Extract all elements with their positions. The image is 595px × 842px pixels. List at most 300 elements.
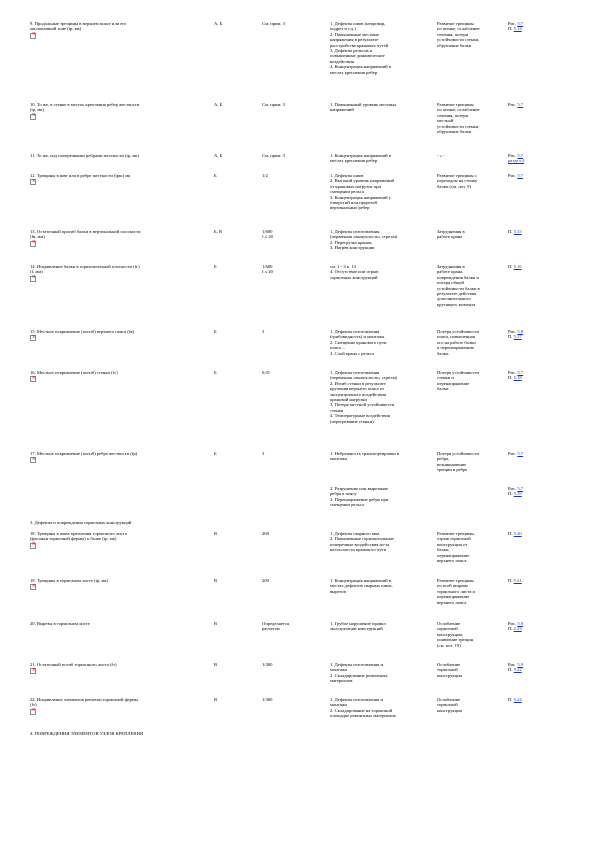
consequence-line: по всей ширине — [437, 583, 469, 589]
defect-name-cell — [30, 451, 208, 465]
reference-cell — [508, 531, 572, 536]
cause-cell — [330, 697, 430, 719]
limit-value-cell — [262, 697, 326, 702]
defect-name-cell — [30, 173, 208, 187]
limit-value-line: 3 — [262, 451, 265, 456]
defect-name-line: 22. Искривление элементов решетки тормозной фермы — [30, 697, 138, 702]
limit-value-line: 1/300 — [262, 662, 273, 667]
consequence-line: верхнего пояса — [437, 558, 467, 564]
reference-link[interactable]: 5.14 — [513, 26, 522, 32]
reference-prefix: П. — [508, 334, 514, 340]
consequence-cell — [437, 531, 505, 563]
consequence-cell — [437, 329, 505, 356]
reference-prefix: П. — [508, 667, 514, 673]
reference-prefix: Рис. — [508, 621, 518, 626]
consequence-line: балки — [437, 386, 449, 392]
broken-image-icon[interactable] — [30, 335, 36, 341]
defect-name-cell — [30, 531, 208, 550]
defect-name-line: (tр, мк) — [30, 107, 45, 113]
cause-line: 2. Разрушение или вырезание — [330, 486, 389, 491]
consequence-line: потеря общей — [437, 280, 464, 286]
limit-value-line: 200 — [262, 531, 269, 536]
broken-image-icon[interactable] — [30, 33, 36, 39]
consequence-line: сечения, потеря — [437, 112, 468, 118]
category-cell: Б, В — [214, 229, 222, 234]
reference-prefix: П. — [508, 491, 514, 497]
defect-name-line: 16. Местное искривление (погиб) стенки (fс) — [30, 370, 118, 375]
consequence-cell — [437, 153, 505, 158]
limit-value-line: См. прим. 3 — [262, 102, 285, 107]
reference-cell — [508, 451, 572, 456]
limit-value-cell — [262, 370, 326, 375]
consequence-line: по шенке, ослабление — [437, 26, 480, 32]
limit-value-line: f ≤ 20 — [262, 269, 273, 275]
consequence-cell — [437, 21, 505, 48]
category-cell: Б — [214, 370, 217, 375]
reference-prefix: Рис. — [508, 370, 518, 375]
consequence-line: балки — [437, 350, 449, 356]
consequence-line: пояса, повышенная — [437, 334, 475, 340]
reference-line — [508, 531, 572, 536]
defect-name-line: (fв, мм) — [30, 234, 45, 240]
reference-line — [508, 26, 572, 31]
cause-cell — [330, 229, 430, 251]
reference-prefix: Рис. — [508, 662, 518, 667]
limit-value-line: 0,01 — [262, 370, 271, 375]
cause-line: кручения верхнего пояса от — [330, 386, 385, 392]
consequence-line: балки, — [437, 547, 450, 553]
cause-line: (грибовидность) и монтажа — [330, 334, 385, 340]
reference-link[interactable]: 5.15 — [513, 229, 522, 234]
reference-line — [508, 173, 572, 178]
consequence-line: конструкции, — [437, 631, 464, 637]
reference-prefix: Рис. — [508, 153, 518, 158]
reference-link[interactable]: 5.9 — [517, 621, 524, 626]
cause-line: 2. Повышенные горизонтальные — [330, 536, 394, 542]
category-cell: В — [214, 662, 218, 667]
defect-name-cell — [30, 697, 208, 716]
cause-line: 2. Складирование ремонтных — [330, 672, 388, 678]
reference-link[interactable]: 5.21 — [513, 578, 522, 583]
consequence-line: по шенке, ослабление — [437, 107, 480, 113]
reference-prefix: Рис. — [508, 102, 518, 107]
consequence-line: обрушение балки — [437, 129, 472, 135]
category-cell: В — [214, 697, 218, 702]
reference-link[interactable]: 5.7 — [517, 102, 524, 107]
consequence-line: отрыв тормозной — [437, 536, 471, 542]
consequence-line: стенки и — [437, 375, 454, 381]
cause-line: 1. Дефекты изготовления — [330, 329, 380, 334]
limit-value-cell — [262, 21, 326, 26]
cause-line: 3. Потеря местной устойчивости — [330, 402, 395, 408]
consequence-line: перенапряжение — [437, 380, 470, 386]
cause-cell — [330, 662, 430, 684]
consequence-line: тормозного листа и — [437, 588, 475, 594]
defect-name-line: 10. То же, в стенке в местах крепления ребер жесткости — [30, 102, 140, 107]
consequence-line: конструкции — [437, 672, 462, 678]
cause-line: пояса ... — [330, 345, 346, 351]
defect-name-line: околошовной зоне (tр, мк) — [30, 26, 82, 32]
reference-prefix: Рис. — [508, 329, 518, 334]
limit-value-line: 1/600 — [262, 264, 273, 269]
reference-link[interactable]: 2.23 — [513, 626, 522, 632]
cause-line: 2. Изгиб стенки в результате — [330, 380, 386, 386]
cause-line: (первичная «выпуклость» стрелы) — [330, 234, 398, 240]
broken-image-icon[interactable] — [30, 543, 36, 549]
defect-name-cell — [30, 621, 208, 626]
reference-cell — [508, 229, 572, 234]
category-cell: А, Б — [214, 21, 223, 26]
broken-image-icon[interactable] — [30, 668, 36, 674]
cause-line: эксцентричного воздействия — [330, 391, 386, 397]
consequence-line: устойчивости балки в — [437, 285, 480, 291]
defect-name-line: 14. Искривление балки в горизонтальной плоскости (fг) — [30, 264, 140, 269]
category-cell: А, Б — [214, 102, 223, 107]
cause-cell — [330, 451, 430, 462]
cause-line: 4. Отсутствие или отрыв — [330, 269, 379, 275]
limit-value-cell — [262, 153, 326, 158]
defect-name-cell — [30, 264, 208, 283]
cause-line: (перегревание стенки) — [330, 418, 374, 424]
defect-name-line: 12. Трещины в шве или в ребре жесткости (tрш) мк — [30, 173, 131, 178]
cause-line: несоосности кранового пути — [330, 547, 387, 553]
consequence-line: возникновение — [437, 461, 467, 467]
consequence-cell — [437, 229, 505, 240]
defect-name-line: 21. Остаточный погиб тормозного листа (fт) — [30, 662, 117, 667]
consequence-cell — [437, 370, 505, 392]
consequence-line: Развитие трещины, — [437, 531, 475, 536]
consequence-line: сечения, потеря — [437, 31, 468, 37]
reference-prefix: П. — [508, 229, 514, 234]
cause-line: эксплуатации конструкций — [330, 626, 383, 632]
consequence-cell — [437, 264, 505, 307]
reference-line — [508, 102, 572, 107]
cause-line: 2. Складирование на тормозной — [330, 707, 393, 713]
cause-line: 1. Дефекты сварного шва — [330, 531, 380, 536]
cause-line: 4. Температурные воздействия — [330, 413, 390, 419]
cause-line: 1. Дефекты изготовления и — [330, 697, 383, 702]
reference-link[interactable]: 5.7 — [517, 153, 524, 158]
broken-image-icon[interactable] — [30, 276, 36, 282]
defect-name-cell — [30, 102, 208, 121]
cause-line: 2. Смещение кранового пути — [330, 339, 387, 345]
cause-line: крановой нагрузки — [330, 397, 367, 403]
broken-image-icon[interactable] — [30, 179, 36, 185]
defect-name-line: (фасонки тормозной фермы) к балке (tр, мк) — [30, 536, 117, 542]
consequence-cell — [437, 102, 505, 134]
cause-line: вырезов — [330, 588, 346, 594]
consequence-line: верхнего пояса — [437, 599, 467, 605]
reference-prefix: П. — [508, 578, 514, 583]
consequence-line: результате действия — [437, 291, 477, 297]
cause-cell — [330, 329, 430, 356]
defect-name-line: (fт) — [30, 702, 37, 708]
consequence-line: Затруднения в — [437, 229, 465, 234]
category-cell: В — [214, 621, 218, 626]
broken-image-icon[interactable] — [30, 584, 36, 590]
consequence-cell — [437, 173, 505, 189]
reference-line — [508, 229, 572, 234]
category-cell: Б — [214, 451, 217, 456]
cause-line: 3. Слой крана с рельса — [330, 350, 375, 356]
consequence-line: Затруднения в — [437, 264, 465, 269]
reference-prefix: Рис. — [508, 451, 518, 456]
reference-prefix: Рис. — [508, 486, 518, 491]
cause-line: монтажа — [330, 667, 347, 673]
cause-line: см. 1 - 3 к. 13 — [330, 264, 356, 269]
consequence-line: работе крана — [437, 234, 463, 240]
reference-link[interactable]: 5.24 — [513, 697, 522, 702]
section-heading: 4. ПОВРЕЖДЕНИЯ ЭЛЕМЕНТОВ УЗЛОВ КРЕПЛЕНИЯ — [30, 731, 144, 736]
defect-name-line: 17. Местное искривление (погиб) ребра жесткости (fр) — [30, 451, 138, 456]
consequence-cell — [437, 662, 505, 678]
limit-value-cell — [262, 102, 326, 107]
cause-line: 3. Перенапряжение ребра при — [330, 496, 389, 502]
broken-image-icon[interactable] — [30, 709, 36, 715]
consequence-line: Ослабление — [437, 621, 461, 626]
defect-name-cell — [30, 153, 208, 158]
broken-image-icon[interactable] — [30, 114, 36, 120]
broken-image-icon[interactable] — [30, 241, 36, 247]
reference-cell — [508, 153, 572, 164]
reference-prefix: Рис. — [508, 21, 518, 26]
reference-link[interactable]: 5.8 — [517, 329, 524, 334]
reference-line — [508, 578, 572, 583]
consequence-line: Ослабление — [437, 662, 461, 667]
cause-cell — [330, 531, 430, 553]
reference-link[interactable]: 5.22 — [513, 667, 522, 673]
reference-cell — [508, 621, 572, 632]
consequence-line: повреждения балки и — [437, 274, 479, 280]
reference-cell — [508, 264, 572, 269]
consequence-line: Ослабление — [437, 697, 461, 702]
cause-line: повышенные динамические — [330, 53, 385, 59]
consequence-line: Развитие трещины — [437, 578, 474, 583]
cause-line: (первичная «выпуклость» стрелы) — [330, 375, 398, 381]
reference-cell — [508, 102, 572, 107]
reference-cell — [508, 370, 572, 381]
reference-prefix: П. — [508, 26, 514, 32]
defect-name-cell — [30, 578, 208, 592]
consequence-line: Потеря устойчивости — [437, 451, 480, 456]
consequence-line: ребра, — [437, 456, 450, 462]
cause-line: 1. Дефекты швов (непровар, — [330, 21, 386, 26]
consequence-line: Развитие трещины — [437, 21, 474, 26]
reference-link[interactable]: 5.20 — [513, 531, 522, 536]
consequence-line: трещин в ребре — [437, 467, 468, 473]
consequence-cell — [437, 578, 505, 605]
cause-line: 1. Концентрация напряжений в — [330, 578, 391, 583]
cause-line: местах дефектов сварных швов, — [330, 583, 393, 589]
cause-line: стенки — [330, 407, 344, 413]
cause-line: 2. Перегрузка кранов, — [330, 239, 373, 245]
reference-line — [508, 264, 572, 269]
consequence-cell — [437, 697, 505, 713]
category-cell: Б — [214, 264, 217, 269]
cause-cell — [330, 21, 430, 75]
limit-value-line: Определяется — [262, 621, 290, 626]
cause-cell — [330, 486, 430, 508]
reference-link[interactable]: раздел 4 — [508, 158, 525, 164]
cause-line: поперечные воздействия из-за — [330, 541, 390, 547]
cause-line: 1. Небрежность транспортировки и — [330, 451, 400, 456]
cause-line: 1. Дефекты изготовления и — [330, 662, 383, 667]
cause-line: 3. Концентрация напряжений у — [330, 194, 391, 200]
broken-image-icon[interactable] — [30, 376, 36, 382]
consequence-line: дополнительного — [437, 296, 471, 302]
cause-line: 1. Концентрация напряжений в — [330, 153, 391, 158]
reference-cell — [508, 697, 572, 702]
reference-prefix: П. — [508, 531, 514, 536]
reference-link[interactable]: 5.16 — [513, 264, 522, 269]
consequence-line: - » - — [437, 153, 445, 158]
cause-line: 1. Дефекты изготовления — [330, 370, 380, 375]
cause-line: напряжения в результате — [330, 37, 379, 43]
defect-name-cell — [30, 329, 208, 343]
cause-line: 4. Концентрация напряжений в — [330, 64, 391, 70]
reference-prefix: Рис. — [508, 173, 518, 178]
cause-cell — [330, 370, 430, 424]
limit-value-line: 1/2 — [262, 173, 268, 178]
reference-link[interactable]: 5.7 — [517, 486, 524, 491]
reference-link[interactable]: 5.7 — [517, 451, 524, 456]
limit-value-line: 1/300 — [262, 697, 273, 702]
limit-value-line: См. прим. 3 — [262, 153, 285, 158]
reference-link[interactable]: 5.9 — [517, 662, 524, 667]
broken-image-icon[interactable] — [30, 457, 36, 463]
consequence-line: появление трещин — [437, 637, 474, 643]
cause-line: тормозных конструкций — [330, 274, 378, 280]
defect-name-line: 18. Трещины в швах крепления тормозного листа — [30, 531, 127, 536]
consequence-line: обрушение балки — [437, 42, 472, 48]
reference-prefix: П. — [508, 626, 514, 632]
consequence-line: ого на работе балки — [437, 339, 476, 345]
consequence-line: Развитие трещины — [437, 102, 474, 107]
cause-line: местах крепления ребер — [330, 69, 378, 75]
consequence-line: к перенапряжению — [437, 345, 475, 351]
reference-line — [508, 626, 572, 631]
reference-cell — [508, 173, 572, 178]
defect-name-line: 9. Продольные трещины в верхнем поясе или его — [30, 21, 127, 26]
reference-line — [508, 334, 572, 339]
cause-cell — [330, 578, 430, 594]
consequence-line: балки (см. поз. 9) — [437, 183, 472, 189]
consequence-cell — [437, 451, 505, 473]
cause-line: отверстий или прорезей — [330, 200, 377, 206]
consequence-line: устойчивости стенки, — [437, 37, 480, 43]
cause-line: 2. Повышенные местные — [330, 31, 379, 37]
reference-cell — [508, 578, 572, 583]
cause-cell — [330, 264, 430, 280]
cause-line: смещении рельса — [330, 502, 364, 508]
reference-link[interactable]: 5.17 — [513, 334, 522, 340]
consequence-line: переходом на стенку — [437, 178, 478, 184]
cause-cell — [330, 621, 430, 632]
limit-value-cell — [262, 451, 326, 456]
cause-line: 1. Повышенный уровень местных — [330, 102, 397, 107]
cause-line: расстройства крановых путей — [330, 42, 389, 48]
cause-line: 1. Дефекты изготовления — [330, 229, 380, 234]
section-heading: 3. Дефекты и повреждения тормозных конструкций — [30, 520, 132, 525]
consequence-line: перенапряжение — [437, 594, 470, 600]
reference-line — [508, 667, 572, 672]
reference-line — [508, 451, 572, 456]
cause-line: 3. Дефекты рельсов и — [330, 48, 373, 54]
consequence-line: тормозной — [437, 702, 458, 708]
consequence-line: конструкции — [437, 707, 462, 713]
consequence-line: (см. поз. 19) — [437, 642, 461, 648]
reference-prefix: П. — [508, 697, 514, 702]
consequence-line: перенапряжение — [437, 552, 470, 558]
reference-link[interactable]: 5.7 — [517, 21, 524, 26]
reference-link[interactable]: 5.7 — [517, 173, 524, 178]
limit-value-line: f ≤ 20 — [262, 234, 273, 240]
cause-line: 1. Грубое нарушение правил — [330, 621, 386, 626]
defect-name-line: 13. Остаточный прогиб балки в вертикальной плоскости — [30, 229, 141, 234]
limit-value-cell — [262, 329, 326, 334]
consequence-line: конструкции от — [437, 541, 468, 547]
limit-value-cell — [262, 662, 326, 667]
cause-line: местах крепления ребер — [330, 158, 378, 164]
reference-line — [508, 158, 572, 163]
reference-cell — [508, 662, 572, 673]
cause-line: воздействия. — [330, 58, 355, 64]
limit-value-line: 3 — [262, 329, 265, 334]
reference-cell — [508, 486, 572, 497]
reference-cell — [508, 21, 572, 32]
consequence-line: Развитие трещины с — [437, 173, 477, 178]
cause-line: 3. Нагрев конструкции — [330, 245, 375, 251]
limit-value-cell — [262, 173, 326, 178]
defect-name-line: 19. Трещины в тормозном листе (tр, мк) — [30, 578, 109, 583]
consequence-line: Потеря устойчивости — [437, 370, 480, 375]
consequence-cell — [437, 621, 505, 648]
cause-line: площадке ремонтных материалов — [330, 713, 396, 719]
cause-line: 2. Высокий уровень напряжений — [330, 178, 394, 184]
defect-name-line: 20. Вырезы в тормозном листе — [30, 621, 90, 626]
defect-name-cell — [30, 229, 208, 248]
reference-link[interactable]: 5.19 — [513, 491, 522, 497]
cause-line: материалов — [330, 678, 353, 684]
consequence-line: тормозной — [437, 626, 458, 632]
reference-link[interactable]: 5.18 — [513, 375, 522, 381]
limit-value-line: См. прим. 3 — [262, 21, 285, 26]
cause-line: монтажа — [330, 702, 347, 708]
limit-value-cell — [262, 621, 326, 632]
reference-cell — [508, 329, 572, 340]
consequence-line: работе крана, — [437, 269, 464, 275]
category-cell: А, Б — [214, 153, 223, 158]
consequence-line: тормозной — [437, 667, 458, 673]
category-cell: В — [214, 531, 218, 536]
defect-name-cell — [30, 662, 208, 676]
cause-line: смещении рельса — [330, 189, 364, 195]
limit-value-cell — [262, 229, 326, 240]
cause-line: вертикальных ребер — [330, 205, 370, 211]
reference-link[interactable]: 5.7 — [517, 370, 524, 375]
limit-value-line: 200 — [262, 578, 269, 583]
cause-cell — [330, 153, 430, 164]
cause-cell — [330, 173, 430, 211]
limit-value-cell — [262, 531, 326, 536]
reference-line — [508, 375, 572, 380]
defect-name-line: 15. Местное искривление (погиб) верхнего пояса (fв) — [30, 329, 135, 334]
limit-value-line: 1/600 — [262, 229, 273, 234]
consequence-line: Потеря устойчивости — [437, 329, 480, 334]
limit-value-cell — [262, 578, 326, 583]
reference-prefix: П. — [508, 264, 514, 269]
cause-line: подрез и т.д.) — [330, 26, 356, 32]
